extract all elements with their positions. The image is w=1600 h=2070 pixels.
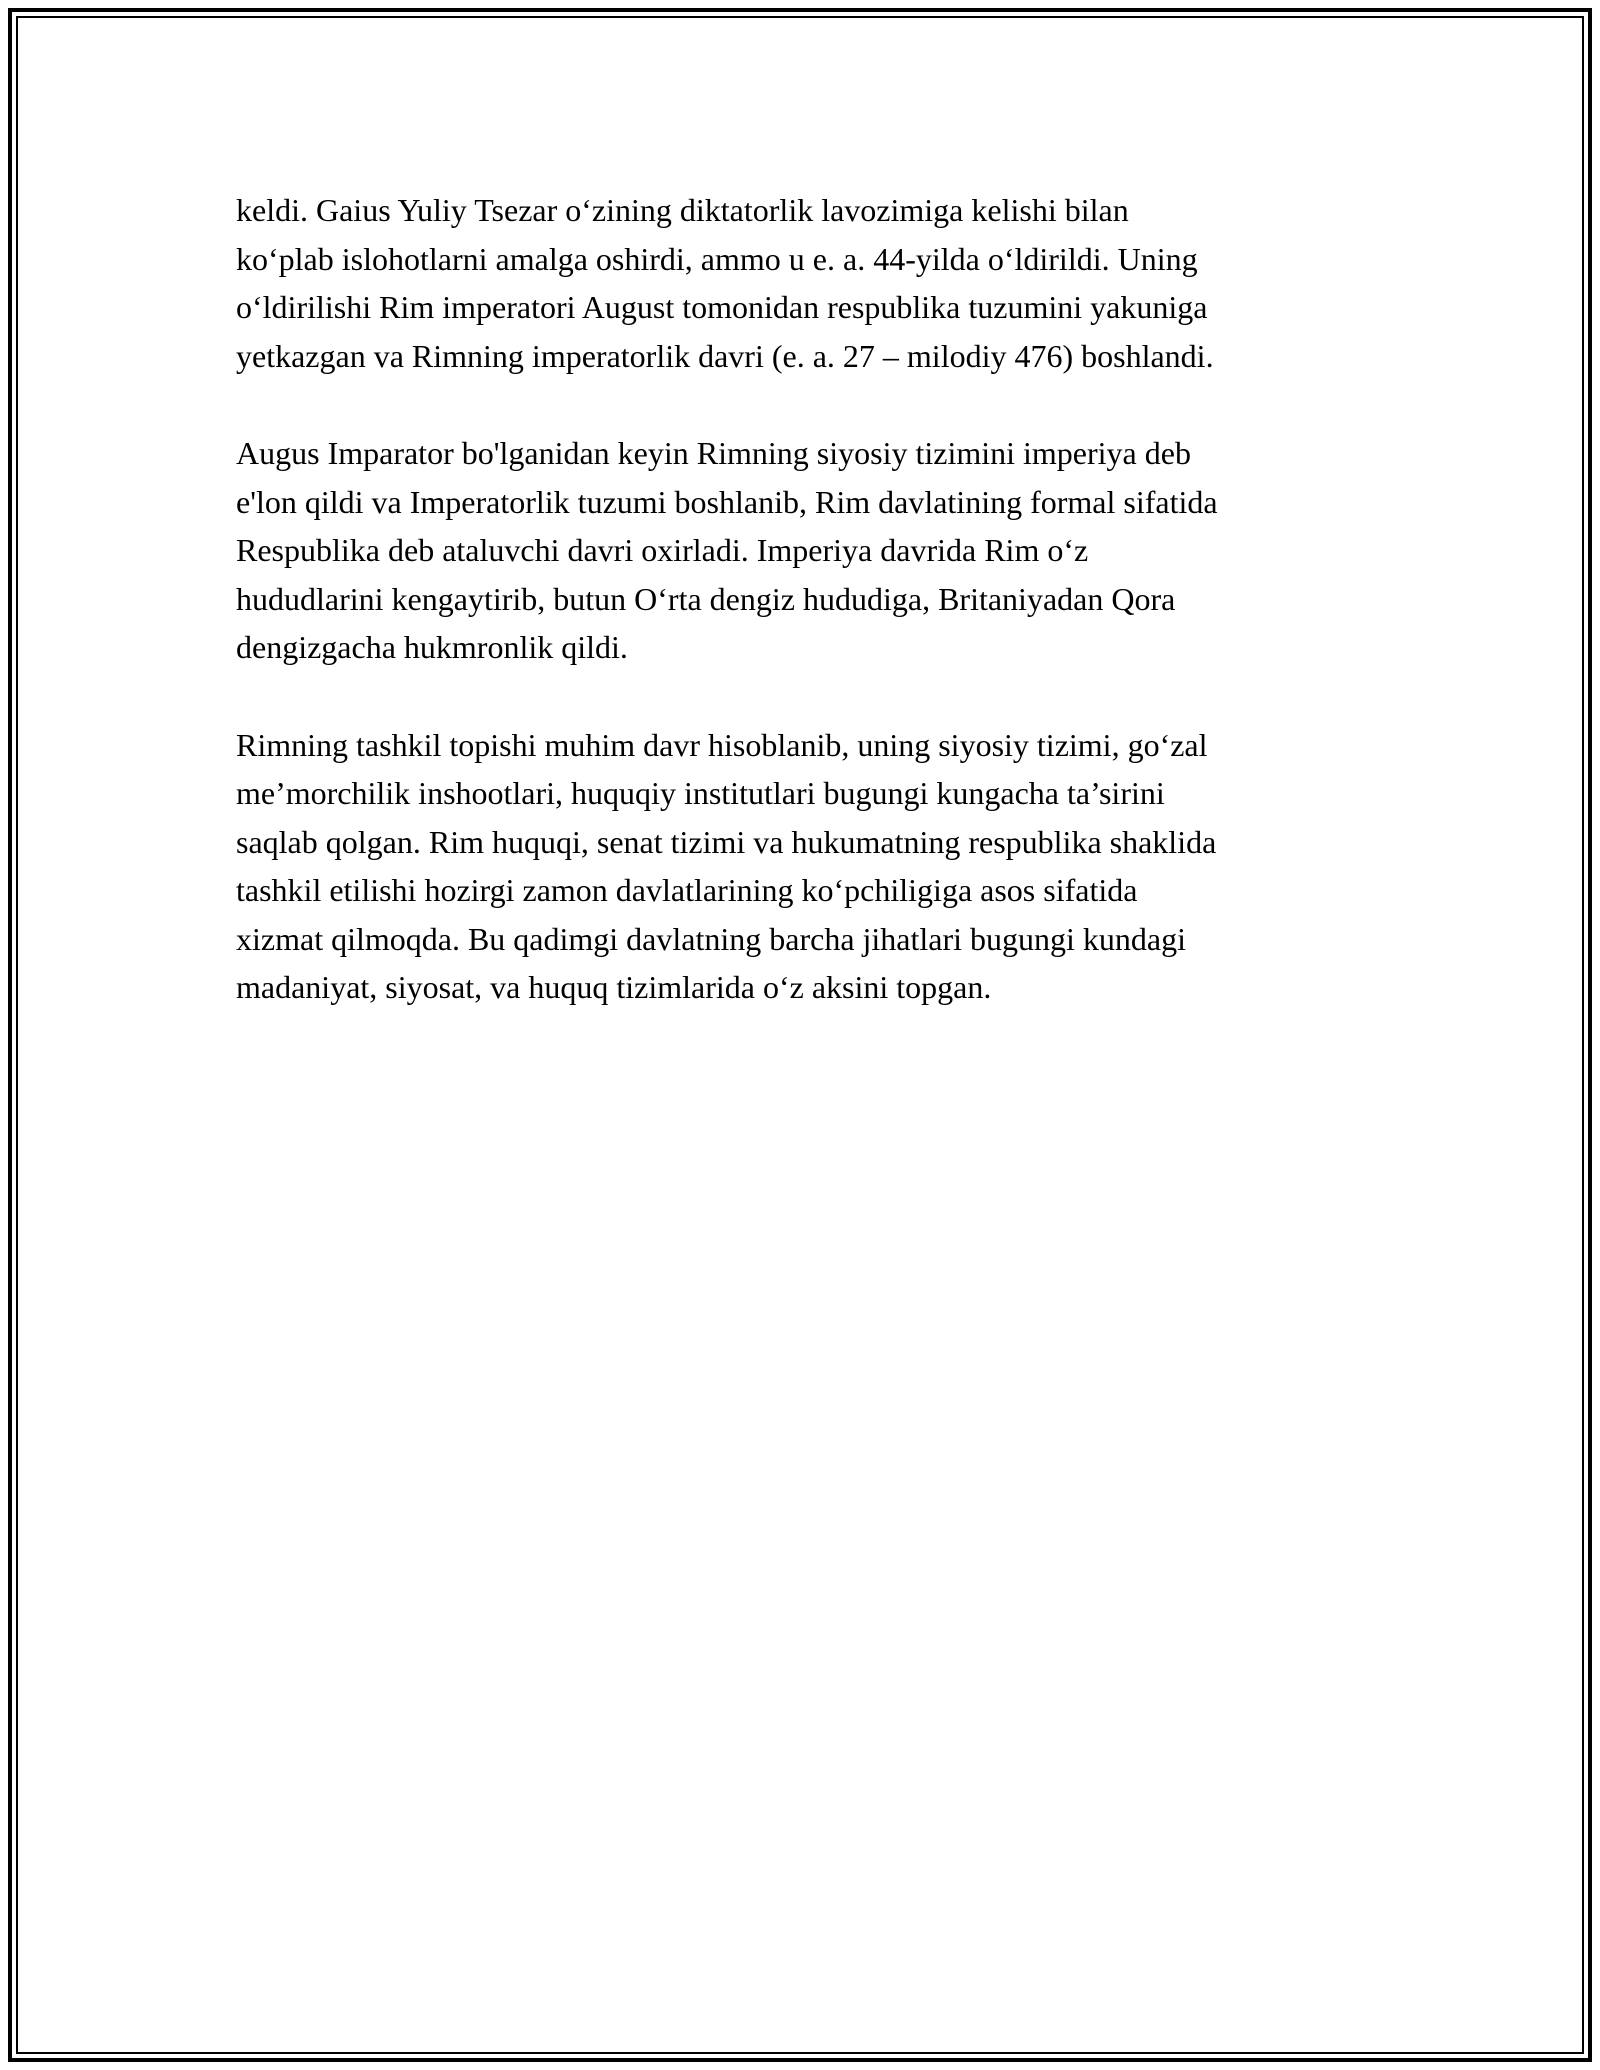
text-line: Rimning tashkil topishi muhim davr hisoblanib, uning siyosiy tizimi, go‘zal [236, 726, 1208, 763]
text-line: dengizgacha hukmronlik qildi. [236, 629, 628, 665]
text-line: yetkazgan va Rimning imperatorlik davri (e. a. 27 – milodiy 476) boshlandi. [236, 337, 1214, 374]
text-line: madaniyat, siyosat, va huquq tizimlarida o‘z aksini topgan. [236, 969, 992, 1005]
text-line: Augus Imparator bo'lganidan keyin Rimning siyosiy tizimini imperiya deb [236, 435, 1191, 471]
text-line: o‘ldirilishi Rim imperatori August tomonidan respublika tuzumini yakuniga [236, 289, 1208, 325]
text-line: hududlarini kengaytirib, butun O‘rta dengiz hududiga, Britaniyadan Qora [236, 580, 1176, 617]
text-line: e'lon qildi va Imperatorlik tuzumi boshlanib, Rim davlatining formal sifatida [236, 483, 1218, 520]
paragraph-2 [236, 429, 1376, 672]
text-line: ko‘plab islohotlarni amalga oshirdi, ammo u e. a. 44-yilda o‘ldirildi. Uning [236, 240, 1198, 277]
text-line: xizmat qilmoqda. Bu qadimgi davlatning barcha jihatlari bugungi kundagi [236, 920, 1187, 957]
document-body [236, 186, 1376, 1061]
text-line: keldi. Gaius Yuliy Tsezar o‘zining diktatorlik lavozimiga kelishi bilan [236, 192, 1129, 228]
text-line: Respublika deb ataluvchi davri oxirladi. Imperiya davrida Rim o‘z [236, 532, 1089, 568]
paragraph-1 [236, 186, 1376, 380]
paragraph-3 [236, 721, 1376, 1012]
text-line: saqlab qolgan. Rim huquqi, senat tizimi va hukumatning respublika shaklida [236, 823, 1217, 860]
text-line: me’morchilik inshootlari, huquqiy institutlari bugungi kungacha ta’sirini [236, 775, 1165, 811]
text-line: tashkil etilishi hozirgi zamon davlatlarining ko‘pchiligiga asos sifatida [236, 872, 1138, 908]
